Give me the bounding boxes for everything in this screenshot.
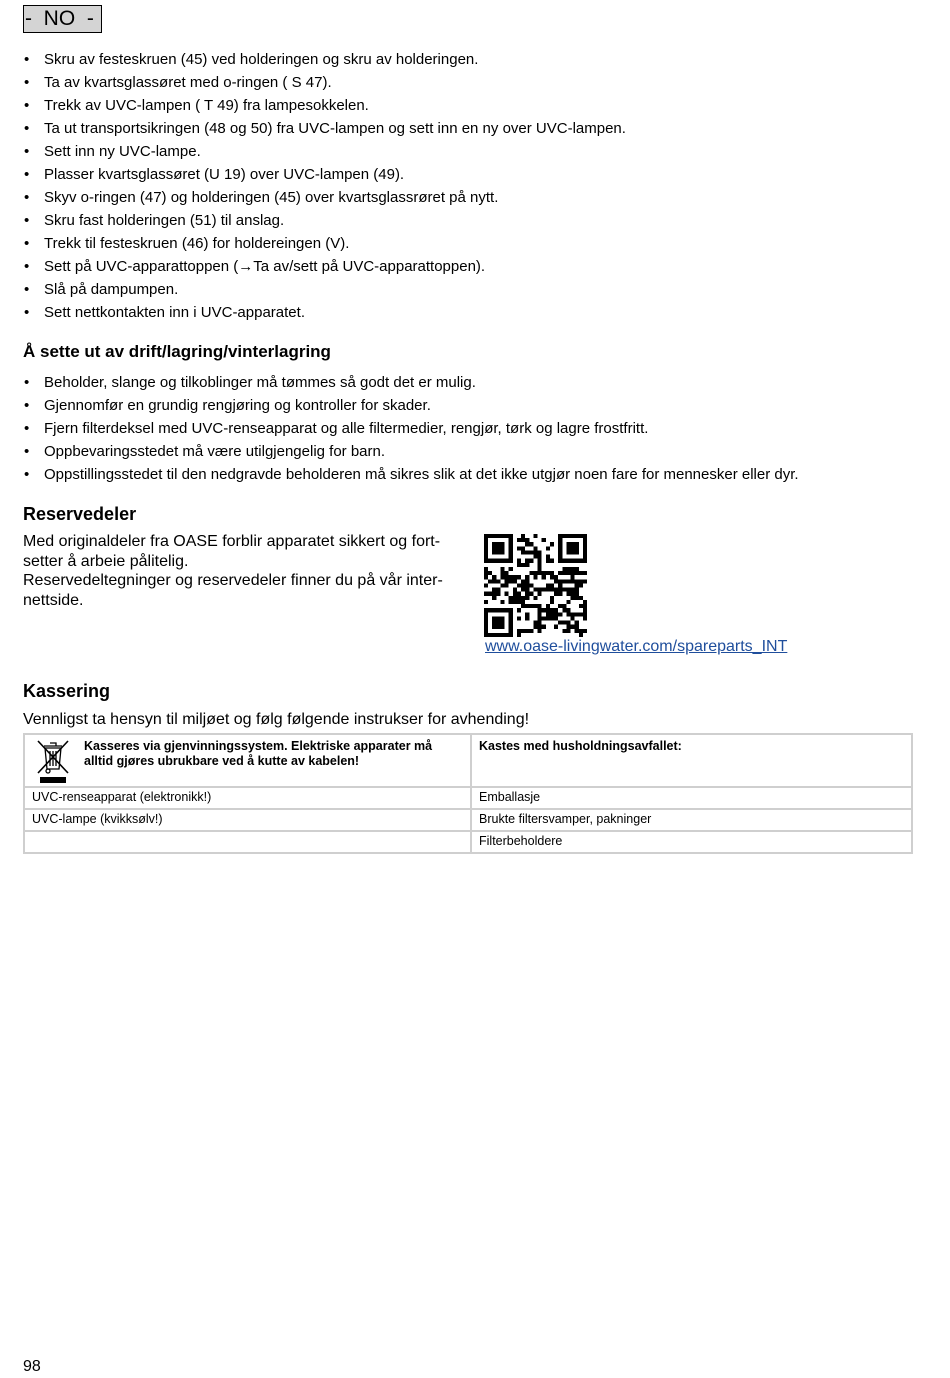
list-item: • Skru av festeskruen (45) ved holderingen og skru av holderingen. <box>23 48 626 71</box>
language-tag: - NO - <box>23 5 102 33</box>
recycling-header-cell <box>24 734 471 787</box>
list-item: • Beholder, slange og tilkoblinger må tømmes så godt det er mulig. <box>23 371 799 394</box>
table-cell: Brukte filtersvamper, pakninger <box>471 809 912 831</box>
table-row <box>24 809 912 831</box>
list-item: • Oppstillingsstedet til den nedgravde beholderen må sikres slik at det ikke utgjør noen fare for mennesker eller dyr. <box>23 463 799 486</box>
table-cell: UVC-renseapparat (elektronikk!) <box>24 787 471 809</box>
list-item: • Fjern filterdeksel med UVC-renseapparat og alle filtermedier, rengjør, tørk og lagre frostfritt. <box>23 417 799 440</box>
table-cell: Emballasje <box>471 787 912 809</box>
qr-code-icon <box>484 534 587 637</box>
spare-parts-line: setter å arbeie pålitelig. <box>23 552 189 570</box>
disposal-table <box>23 733 913 854</box>
table-row <box>24 787 912 809</box>
table-cell <box>24 831 471 853</box>
household-header-text: Kastes med husholdningsavfallet: <box>479 739 682 753</box>
storage-list <box>23 371 799 486</box>
page-number: 98 <box>23 1358 41 1375</box>
disposal-heading: Kassering <box>23 681 111 701</box>
list-item: • Ta av kvartsglassøret med o-ringen ( S 47). <box>23 71 626 94</box>
table-header-row <box>24 734 912 787</box>
list-item: • Trekk til festeskruen (46) for holdereingen (V). <box>23 232 626 255</box>
disposal-intro: Vennligst ta hensyn til miljøet og følg følgende instrukser for avhending! <box>23 711 530 728</box>
spare-parts-text <box>23 532 443 610</box>
household-header-cell <box>471 734 912 787</box>
spare-parts-line: Reservedeltegninger og reservedeler finner du på vår inter- <box>23 572 443 589</box>
spare-parts-heading: Reservedeler <box>23 504 137 524</box>
storage-heading: Å sette ut av drift/lagring/vinterlagring <box>23 342 331 361</box>
table-cell: Filterbeholdere <box>471 831 912 853</box>
list-item: • Gjennomfør en grundig rengjøring og kontroller for skader. <box>23 394 799 417</box>
list-item: • Trekk av UVC-lampen ( T 49) fra lampesokkelen. <box>23 94 626 117</box>
list-item: • Plasser kvartsglassøret (U 19) over UVC-lampen (49). <box>23 163 626 186</box>
crossed-out-bin-icon <box>32 737 74 784</box>
list-item: • Slå på dampumpen. <box>23 278 626 301</box>
list-item: • Sett nettkontakten inn i UVC-apparatet. <box>23 301 626 324</box>
recycling-header-text: Kasseres via gjenvinningssystem. Elektriske apparater må alltid gjøres ubrukbare ved å kutte av kabelen! <box>84 739 433 768</box>
list-item: • Ta ut transportsikringen (48 og 50) fra UVC-lampen og sett inn en ny over UVC-lampen. <box>23 117 626 140</box>
list-item: • Skyv o-ringen (47) og holderingen (45) over kvartsglassrøret på nytt. <box>23 186 626 209</box>
spare-parts-line: Med originaldeler fra OASE forblir apparatet sikkert og fort- <box>23 533 441 550</box>
list-item: • Skru fast holderingen (51) til anslag. <box>23 209 626 232</box>
spare-parts-link[interactable]: www.oase-livingwater.com/spareparts_INT <box>485 638 788 655</box>
table-cell: UVC-lampe (kvikksølv!) <box>24 809 471 831</box>
spare-parts-line: nettside. <box>23 591 84 609</box>
list-item: • Sett inn ny UVC-lampe. <box>23 140 626 163</box>
installation-steps-list <box>23 48 626 324</box>
table-row <box>24 831 912 853</box>
list-item: • Sett på UVC-apparattoppen (→Ta av/sett på UVC-apparattoppen). <box>23 255 626 278</box>
list-item: • Oppbevaringsstedet må være utilgjengelig for barn. <box>23 440 799 463</box>
